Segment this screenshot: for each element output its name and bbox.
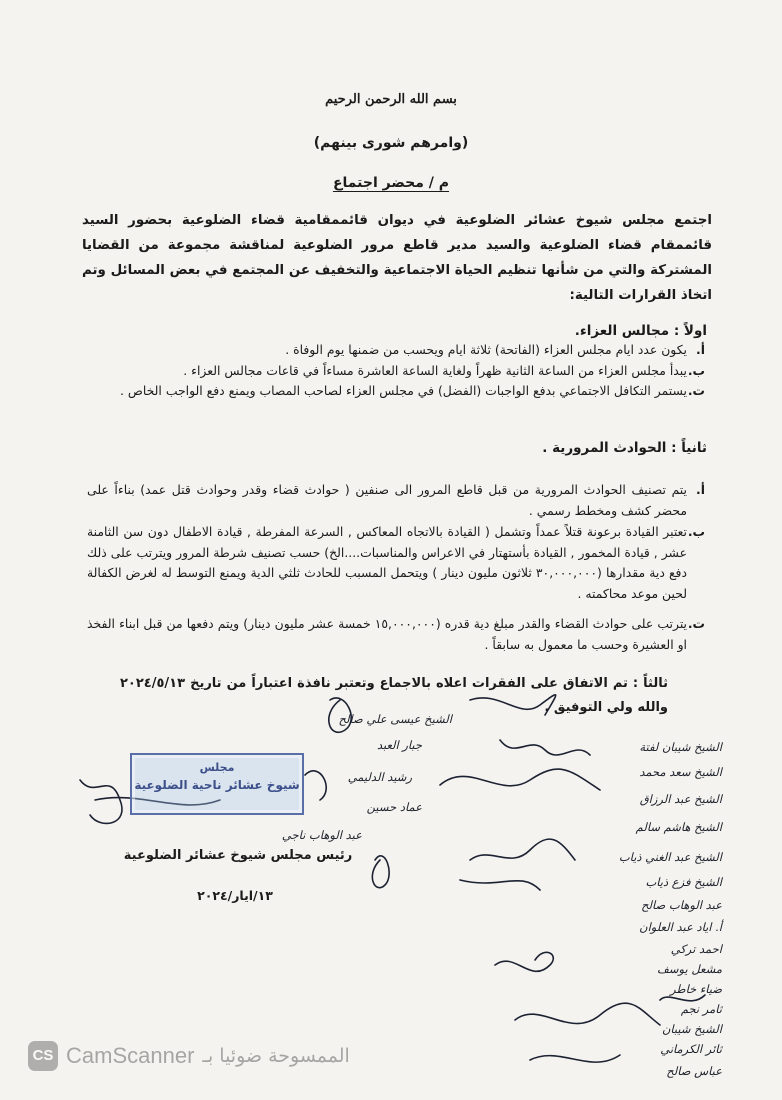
document-subject: [0, 175, 782, 191]
item-mark: ت.: [687, 383, 705, 398]
camscanner-logo-icon: CS: [28, 1041, 58, 1071]
signature-name: الشيخ عبد الرزاق: [639, 792, 722, 806]
closing-paragraph: ثالثاً : تم الاتفاق على الفقرات اعلاه بالاجماع وتعتبر نافذة اعتباراً من تاريخ ٢٠٢٤/٥/١٣ والله ولي التوفيق .: [120, 676, 668, 715]
council-signature: رئيس مجلس شيوخ عشائر الضلوعية: [123, 848, 353, 863]
section-1-item-b: [87, 361, 705, 382]
signature-name: عماد حسين: [366, 800, 422, 814]
section-1-heading: اولاً : مجالس العزاء.: [574, 323, 707, 339]
quran-quote: (وامرهم شورى بينهم): [313, 135, 469, 151]
item-mark: أ.: [696, 482, 705, 497]
item-text: يترتب على حوادث القضاء والقدر مبلغ دية قدره (١٥,٠٠٠,٠٠٠ خمسة عشر مليون دينار) ويتم دفعها من قبل ابناء الفخذ او العشيرة وحسب ما معمول به سابقاً .: [87, 616, 688, 652]
signature-name: ضياء خاطر: [670, 982, 722, 996]
signature-name: عباس صالح: [666, 1064, 722, 1078]
signature-name: عبد الوهاب صالح: [641, 898, 722, 912]
official-stamp: [130, 753, 304, 815]
section-2-item-a: [87, 480, 705, 521]
signature-name: الشيخ شيبان لفتة: [639, 740, 722, 754]
signature-name: احمد تركي: [670, 942, 722, 956]
signature-name: مشعل يوسف: [656, 962, 722, 976]
signature-name: جبار العبد: [376, 738, 422, 752]
signature-name: رشيد الدليمي: [347, 770, 412, 784]
item-text: يبدأ مجلس العزاء من الساعة الثانية ظهراً ولغاية الساعة العاشرة مساءاً في قاعات مجالس العزاء .: [183, 363, 687, 378]
signature-name: الشيخ عبد الغني ذياب: [618, 850, 722, 864]
section-1-item-c: [87, 381, 705, 402]
item-mark: ب.: [687, 524, 705, 539]
section-1-item-a: [87, 340, 705, 361]
signature-name: الشيخ عيسى علي صالح: [338, 712, 452, 726]
intro-paragraph: اجتمع مجلس شيوخ عشائر الضلوعية في ديوان قائممقامية قضاء الضلوعية بحضور السيد قائممقام قضاء الضلوعية والسيد مدير قاطع مرور الضلوعية لمناقشة مجموعة من القضايا المشتركة والتي من شأنها تنظيم الحياة الاجتماعية والتخفيف عن المجتمع في بعض المسائل وتم اتخاذ القرارات التالية:: [82, 213, 712, 303]
camscanner-watermark: [28, 1040, 488, 1072]
item-text: يستمر التكافل الاجتماعي بدفع الواجبات (الفضل) في مجلس العزاء لصاحب المصاب ويمنع دفع الواجب الخاص .: [120, 383, 687, 398]
watermark-text: CamScanner: [66, 1043, 195, 1068]
item-mark: ب.: [687, 363, 705, 378]
document-date: ١٣/ايار/٢٠٢٤: [197, 888, 273, 903]
signature-name: عبد الوهاب ناجي: [281, 828, 362, 842]
stamp-line-1: مجلس: [199, 761, 235, 774]
section-2-heading: ثانياً : الحوادث المرورية .: [542, 440, 707, 456]
watermark-arabic: الممسوحة ضوئيا بـ: [202, 1045, 350, 1067]
signature-name: الشيخ سعد محمد: [639, 765, 722, 779]
signature-name: الشيخ فزع ذياب: [645, 875, 722, 889]
signature-name: الشيخ شيبان: [661, 1022, 722, 1036]
item-text: يكون عدد ايام مجلس العزاء (الفاتحة) ثلاثة ايام ويحسب من ضمنها يوم الوفاة .: [285, 342, 687, 357]
item-text: تعتبر القيادة برعونة قتلاً عمداً وتشمل ( القيادة بالاتجاه المعاكس , السرعة المفرطة , قيادة الاطفال دون سن الثامنة عشر , قيادة المخمور , القيادة بأستهتار في الاعراس والمناسبات....الخ) حسب تصنيف شرطة المرور ويترتب على ذلك دفع دية مقدارها (٣٠,٠٠٠,٠٠٠ ثلاثون مليون دينار ) ويتحمل المسبب للحادث ثلثي الدية ويمنع التوسط له لغرض الكفالة لحين موعد محاكمته .: [87, 524, 687, 601]
subject-text: م / محضر اجتماع: [332, 175, 450, 191]
section-2-item-b: [87, 522, 705, 604]
signature-name: الشيخ هاشم سالم: [635, 820, 722, 834]
stamp-line-2: شيوخ عشائر ناحية الضلوعية: [134, 778, 300, 792]
item-mark: ت.: [687, 616, 705, 631]
basmala: بسم الله الرحمن الرحيم: [325, 92, 457, 107]
section-2-item-c: [87, 614, 705, 655]
signature-name: ثامر نجم: [680, 1002, 722, 1016]
signature-name: أ. اياد عبد العلوان: [639, 920, 722, 934]
signature-name: ثائر الكرماني: [660, 1042, 722, 1056]
item-mark: أ.: [696, 342, 705, 357]
item-text: يتم تصنيف الحوادث المرورية من قبل قاطع المرور الى صنفين ( حوادث قضاء وقدر وحوادث قتل عمد) بناءاً على محضر كشف ومخطط رسمي .: [87, 482, 687, 518]
